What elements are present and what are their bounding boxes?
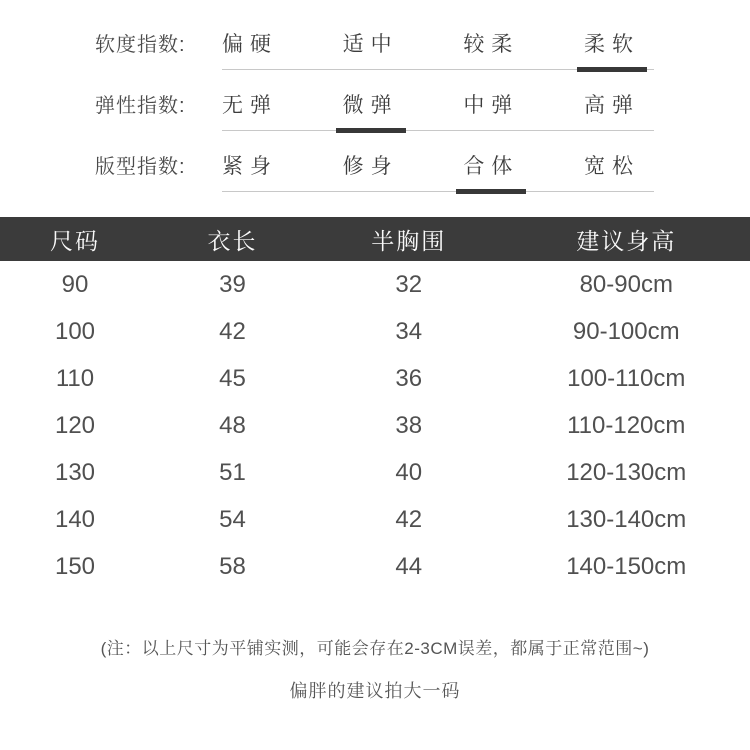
index-row [0, 93, 750, 131]
size-cell: 54 [219, 505, 246, 533]
table-row [0, 308, 750, 355]
size-cell: 150 [54, 552, 96, 580]
size-cell: 80-90cm [579, 270, 673, 298]
index-option: 微弹 [342, 94, 399, 117]
index-row-label: 弹性指数: [95, 95, 186, 117]
table-header-cell: 衣长 [207, 227, 258, 254]
size-cell: 100-110cm [567, 364, 686, 392]
size-table [0, 217, 750, 590]
index-option: 较柔 [463, 33, 520, 56]
measurement-note: (注：以上尺寸为平铺实测，可能会存在2-3CM误差，都属于正常范围~) [100, 639, 650, 658]
table-row [0, 543, 750, 590]
size-cell: 140 [54, 505, 96, 533]
table-row [0, 402, 750, 449]
index-options-row [222, 32, 640, 58]
index-row [0, 154, 750, 192]
size-cell: 45 [219, 364, 246, 392]
index-option: 合体 [463, 155, 520, 178]
size-up-note: 偏胖的建议拍大一码 [289, 681, 461, 701]
index-row-label: 版型指数: [95, 156, 186, 178]
size-cell: 48 [219, 411, 246, 439]
track-line [222, 130, 654, 131]
index-option: 高弹 [583, 94, 640, 117]
size-cell: 40 [395, 458, 423, 486]
size-cell: 130-140cm [566, 505, 687, 533]
index-options-row [222, 93, 640, 119]
size-cell: 90 [61, 270, 89, 298]
table-row [0, 449, 750, 496]
index-row [0, 32, 750, 70]
index-options-row [222, 154, 640, 180]
table-row [0, 261, 750, 308]
track-line [222, 191, 654, 192]
size-cell: 38 [395, 411, 423, 439]
size-cell: 120 [54, 411, 96, 439]
size-cell: 100 [54, 317, 96, 345]
size-cell: 34 [395, 317, 423, 345]
index-option: 偏硬 [222, 33, 278, 56]
size-cell: 42 [219, 317, 246, 345]
selected-indicator [577, 67, 647, 72]
index-option: 柔软 [583, 33, 640, 56]
size-cell: 110-120cm [567, 411, 686, 439]
index-option: 中弹 [463, 94, 520, 117]
selected-indicator [336, 128, 406, 133]
size-cell: 39 [219, 270, 246, 298]
table-row [0, 496, 750, 543]
size-cell: 32 [395, 270, 423, 298]
table-header-cell: 尺码 [50, 227, 100, 254]
index-options-wrap [222, 93, 654, 131]
size-cell: 110 [55, 364, 95, 392]
size-cell: 140-150cm [566, 552, 687, 580]
index-options-wrap [222, 154, 654, 192]
index-option: 紧身 [222, 155, 278, 178]
size-cell: 130 [54, 458, 96, 486]
index-option: 适中 [342, 33, 399, 56]
size-cell: 44 [395, 552, 423, 580]
index-row-label: 软度指数: [95, 34, 186, 56]
table-header-cell: 半胸围 [371, 227, 447, 254]
size-cell: 120-130cm [566, 458, 687, 486]
size-cell: 58 [219, 552, 246, 580]
index-option: 无弹 [222, 94, 278, 117]
table-header-cell: 建议身高 [576, 227, 677, 254]
table-row [0, 355, 750, 402]
size-cell: 42 [395, 505, 423, 533]
index-option: 宽松 [583, 155, 640, 178]
table-header-row [0, 217, 750, 261]
selected-indicator [456, 189, 526, 194]
size-cell: 36 [395, 364, 423, 392]
size-cell: 51 [219, 458, 246, 486]
size-cell: 90-100cm [572, 317, 680, 345]
index-option: 修身 [342, 155, 399, 178]
index-options-wrap [222, 32, 654, 70]
